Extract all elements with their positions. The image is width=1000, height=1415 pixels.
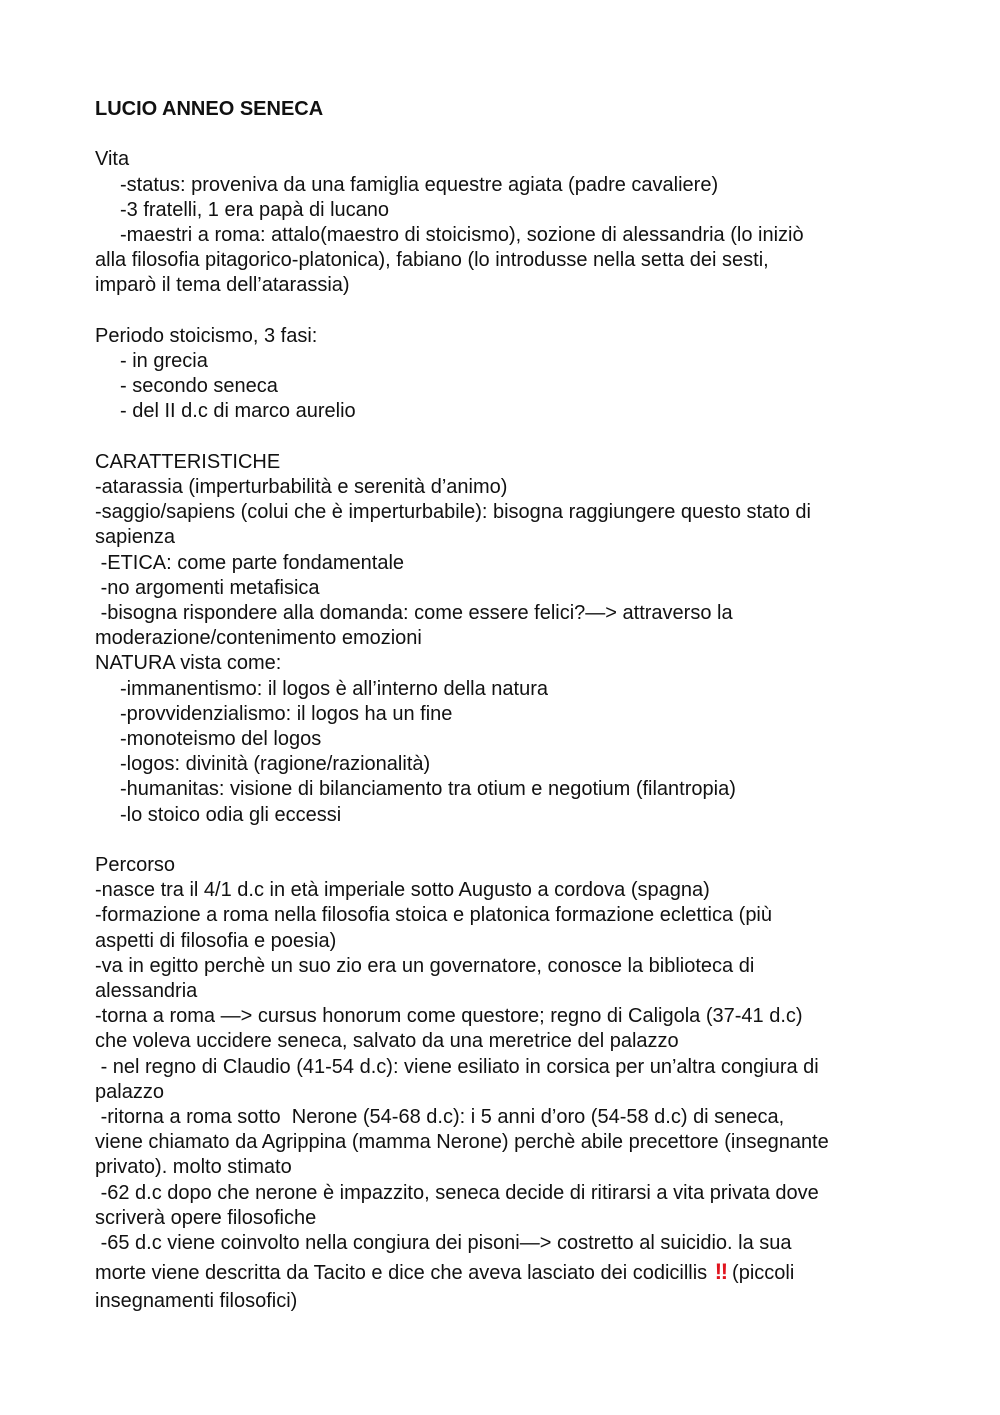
spacer [95,828,915,853]
percorso-line: alessandria [95,980,198,1003]
periodo-item: - del II d.c di marco aurelio [120,400,356,423]
percorso-line: che voleva uccidere seneca, salvato da una meretrice del palazzo [95,1030,679,1053]
vita-maestri-line-1: -maestri a roma: attalo(maestro di stoicismo), sozione di alessandria (lo iniziò [120,223,804,246]
percorso-line: aspetti di filosofia e poesia) [95,929,337,952]
caratteristiche-felici-line-2: moderazione/contenimento emozioni [95,627,422,650]
percorso-line: viene chiamato da Agrippina (mamma Nerone) perchè abile precettore (insegnante [95,1131,829,1154]
natura-item: -lo stoico odia gli eccessi [120,803,342,826]
periodo-item: - secondo seneca [120,375,278,398]
document-page [95,97,915,1314]
percorso-line: -65 d.c viene coinvolto nella congiura dei pisoni—> costretto al suicidio. la sua [95,1232,792,1255]
spacer [95,122,915,147]
percorso-line: -torna a roma —> cursus honorum come questore; regno di Caligola (37-41 d.c) [95,1005,803,1028]
spacer [95,299,915,324]
vita-maestri-line-2: alla filosofia pitagorico-platonica), fabiano (lo introdusse nella setta dei sesti, [95,249,769,272]
vita-maestri-line-3: imparò il tema dell’atarassia) [95,274,350,297]
percorso-line: -ritorna a roma sotto Nerone (54-68 d.c): i 5 anni d’oro (54-58 d.c) di seneca, [95,1106,785,1129]
natura-item: -humanitas: visione di bilanciamento tra otium e negotium (filantropia) [120,778,736,801]
caratteristiche-metafisica: -no argomenti metafisica [95,576,320,599]
natura-item: -monoteismo del logos [120,728,322,751]
caratteristiche-atarassia: -atarassia (imperturbabilità e serenità d’animo) [95,475,508,498]
percorso-line: -62 d.c dopo che nerone è impazzito, seneca decide di ritirarsi a vita privata dove [95,1181,819,1204]
section-heading-vita: Vita [95,148,130,171]
percorso-line: palazzo [95,1080,164,1103]
percorso-morte-text: morte viene descritta da Tacito e dice che aveva lasciato dei codicillis [95,1262,708,1285]
natura-item: -provvidenzialismo: il logos ha un fine [120,702,453,725]
natura-item: -logos: divinità (ragione/razionalità) [120,753,431,776]
percorso-line: - nel regno di Claudio (41-54 d.c): viene esiliato in corsica per un’altra congiura di [95,1055,819,1078]
caratteristiche-saggio-line-2: sapienza [95,526,176,549]
vita-fratelli: -3 fratelli, 1 era papà di lucano [120,198,390,221]
spacer [95,425,915,450]
double-exclamation-icon: ‼ [714,1259,727,1285]
percorso-line: -formazione a roma nella filosofia stoica e platonica formazione eclettica (più [95,904,773,927]
natura-item: -immanentismo: il logos è all’interno della natura [120,677,548,700]
percorso-last-line: insegnamenti filosofici) [95,1290,298,1313]
percorso-morte-after: (piccoli [732,1262,795,1285]
caratteristiche-felici-line-1: -bisogna rispondere alla domanda: come essere felici?—> attraverso la [95,602,733,624]
section-heading-natura: NATURA vista come: [95,652,282,675]
percorso-line: scriverà opere filosofiche [95,1206,317,1229]
percorso-line: privato). molto stimato [95,1156,292,1179]
section-heading-percorso: Percorso [95,854,176,877]
section-heading-caratteristiche: CARATTERISTICHE [95,450,281,473]
percorso-morte-line [95,1256,915,1289]
periodo-item: - in grecia [120,349,208,372]
section-heading-periodo: Periodo stoicismo, 3 fasi: [95,324,318,347]
caratteristiche-saggio-line-1: -saggio/sapiens (colui che è imperturbabile): bisogna raggiungere questo stato di [95,501,811,524]
caratteristiche-etica: -ETICA: come parte fondamentale [95,551,405,574]
vita-status: -status: proveniva da una famiglia equestre agiata (padre cavaliere) [120,173,719,196]
percorso-line: -va in egitto perchè un suo zio era un governatore, conosce la biblioteca di [95,954,755,977]
percorso-line: -nasce tra il 4/1 d.c in età imperiale sotto Augusto a cordova (spagna) [95,879,710,902]
document-title: LUCIO ANNEO SENECA [95,98,324,120]
